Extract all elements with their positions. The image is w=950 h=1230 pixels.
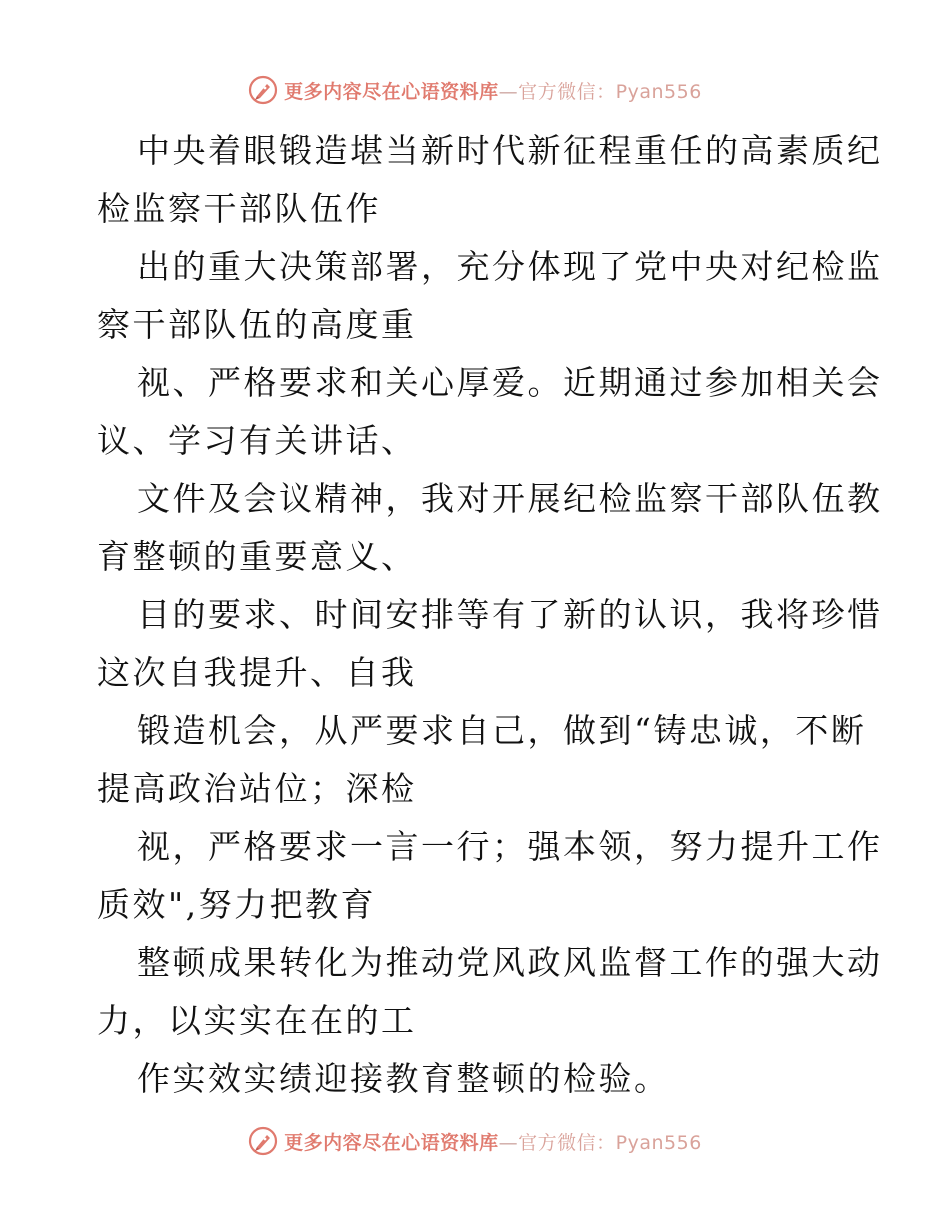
paragraph-continuation: 提高政治站位；深检: [97, 769, 417, 808]
watermark-contact: 官方微信：Pyan556: [518, 80, 702, 103]
paragraph: [97, 470, 883, 586]
paragraph-continuation: 质效",努力把教育: [97, 885, 377, 924]
footer-watermark: [0, 1124, 950, 1158]
paragraph-continuation: 察干部队伍的高度重: [97, 305, 417, 344]
paragraph-line: 视，严格要求一言一行；强本领，努力提升工作: [137, 827, 883, 866]
paragraph-line: 中央着眼锻造堪当新时代新征程重任的高素质纪: [137, 131, 883, 170]
paragraph-line: 文件及会议精神，我对开展纪检监察干部队伍教: [137, 479, 883, 518]
paragraph: [97, 354, 883, 470]
paragraph-line: 作实效实绩迎接教育整顿的检验。: [137, 1059, 670, 1098]
paragraph-continuation: 检监察干部队伍作: [97, 189, 381, 228]
watermark-brand: 更多内容尽在心语资料库: [284, 80, 499, 103]
paragraph: [97, 934, 883, 1050]
paragraph-line: 视、严格要求和关心厚爱。近期通过参加相关会: [137, 363, 883, 402]
watermark-separator: —: [498, 1131, 519, 1154]
paragraph: [97, 238, 883, 354]
paragraph: [97, 1050, 857, 1108]
watermark-text: [284, 1128, 702, 1155]
watermark-brand: 更多内容尽在心语资料库: [284, 1131, 499, 1154]
paragraph: [97, 586, 883, 702]
paragraph-line: 锻造机会，从严要求自己，做到“铸忠诚，不断: [137, 711, 867, 750]
pen-nib-logo-icon: [248, 1126, 278, 1156]
paragraph-line: 整顿成果转化为推动党风政风监督工作的强大动: [137, 943, 883, 982]
watermark-contact: 官方微信：Pyan556: [518, 1131, 702, 1154]
watermark-text: [284, 77, 702, 104]
paragraph-line: 出的重大决策部署，充分体现了党中央对纪检监: [137, 247, 883, 286]
paragraph-continuation: 这次自我提升、自我: [97, 653, 417, 692]
paragraph-line: 目的要求、时间安排等有了新的认识，我将珍惜: [137, 595, 883, 634]
paragraph: [97, 122, 883, 238]
pen-nib-logo-icon: [248, 75, 278, 105]
paragraph: [97, 702, 867, 818]
document-body: [97, 122, 883, 1108]
paragraph-continuation: 议、学习有关讲话、: [97, 421, 417, 460]
header-watermark: [0, 73, 950, 107]
paragraph: [97, 818, 883, 934]
watermark-separator: —: [498, 80, 519, 103]
paragraph-continuation: 力，以实实在在的工: [97, 1001, 417, 1040]
paragraph-continuation: 育整顿的重要意义、: [97, 537, 417, 576]
